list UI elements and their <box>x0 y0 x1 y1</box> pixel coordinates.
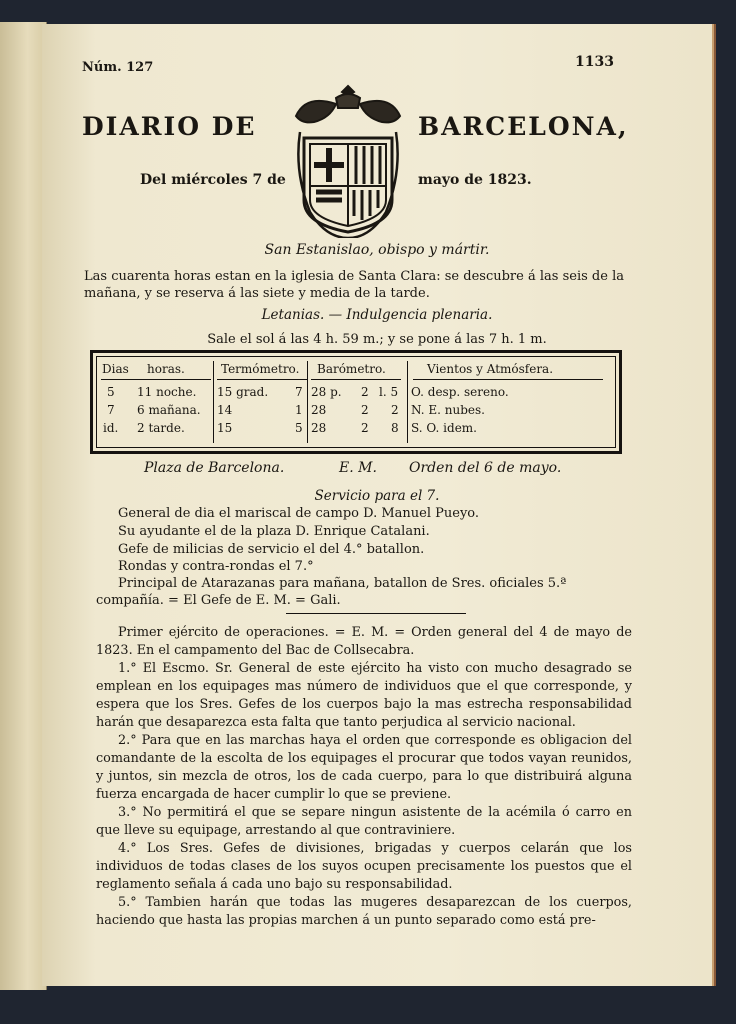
coat-of-arms-icon <box>286 76 410 238</box>
weather-cell-termo-frac: 1 <box>295 403 303 417</box>
weather-cell-hora: 11 noche. <box>137 385 197 399</box>
general-order-text <box>96 624 632 930</box>
servicio-line: Su ayudante el de la plaza D. Enrique Catalani. <box>118 524 430 539</box>
weather-cell-baro-points: 2 <box>391 403 399 417</box>
weather-cell-dia: id. <box>103 421 119 435</box>
weather-cell-dia: 7 <box>107 403 115 417</box>
weather-header-rule <box>413 379 603 380</box>
weather-header-rule <box>217 379 307 380</box>
plaza-em: E. M. <box>339 460 377 476</box>
saint-of-day: San Estanislao, obispo y mártir. <box>264 242 490 258</box>
order-paragraph: 4.° Los Sres. Gefes de divisiones, brigadas y cuerpos celarán que los individuos de todas clases de los suyos ocupen precisamente los puestos que el reglamento señala á cada uno bajo su responsabilidad. <box>96 841 632 892</box>
weather-header-dias: Dias <box>102 362 129 376</box>
masthead-title-right: BARCELONA, <box>418 112 629 141</box>
servicio-line: General de dia el mariscal de campo D. Manuel Pueyo. <box>118 506 480 521</box>
newspaper-page <box>42 24 712 986</box>
weather-cell-baro: 28 <box>311 403 327 417</box>
weather-header-rule <box>101 379 211 380</box>
weather-cell-viento: S. O. idem. <box>411 421 477 435</box>
weather-cell-hora: 2 tarde. <box>137 421 185 435</box>
weather-cell-baro: 28 <box>311 421 327 435</box>
order-paragraph: Primer ejército de operaciones. = E. M. = Orden general del 4 de mayo de 1823. En el campamento del Bac de Collsecabra. <box>96 625 632 658</box>
weather-table <box>90 350 622 454</box>
weather-cell-baro-lines: 2 <box>361 421 369 435</box>
cuarenta-horas-notice: Las cuarenta horas estan en la iglesia de Santa Clara: se descubre á las seis de la mañana, y se reserva á las siete y media de la tarde. <box>84 269 624 302</box>
weather-column-divider <box>213 361 214 443</box>
date-line-right: mayo de 1823. <box>418 172 532 188</box>
weather-header-barometro: Barómetro. <box>317 362 386 376</box>
sunrise-line: Sale el sol á las 4 h. 59 m.; y se pone á las 7 h. 1 m. <box>207 332 547 347</box>
servicio-title: Servicio para el 7. <box>314 488 440 504</box>
weather-cell-viento: O. desp. sereno. <box>411 385 509 399</box>
weather-column-divider <box>407 361 408 443</box>
weather-cell-baro: 28 p. <box>311 385 342 399</box>
weather-cell-termo: 15 grad. <box>217 385 269 399</box>
section-divider <box>286 613 466 614</box>
weather-cell-termo-frac: 7 <box>295 385 303 399</box>
weather-cell-baro-points: 8 <box>391 421 399 435</box>
servicio-line: Rondas y contra-rondas el 7.° <box>118 559 314 574</box>
weather-cell-baro-lines: 2 <box>361 385 369 399</box>
weather-column-divider <box>307 361 308 443</box>
weather-header-rule <box>311 379 401 380</box>
weather-cell-hora: 6 mañana. <box>137 403 201 417</box>
letanias-line: Letanias. — Indulgencia plenaria. <box>261 307 493 323</box>
servicio-line: Gefe de milicias de servicio el del 4.° batallon. <box>118 542 425 557</box>
plaza-heading: Plaza de Barcelona. <box>144 460 285 476</box>
page-number: 1133 <box>575 54 614 70</box>
plaza-orden: Orden del 6 de mayo. <box>409 460 562 476</box>
masthead-title-left: DIARIO DE <box>82 112 257 141</box>
weather-header-termometro: Termómetro. <box>221 362 300 376</box>
order-paragraph: 5.° Tambien harán que todas las mugeres desaparezcan de los cuerpos, haciendo que hasta las propias marchen á un punto separado como está pre- <box>96 895 632 928</box>
issue-number: Núm. 127 <box>82 60 154 75</box>
date-line-left: Del miércoles 7 de <box>140 172 286 188</box>
order-paragraph: 1.° El Escmo. Sr. General de este ejército ha visto con mucho desagrado se emplean en los equipages mas número de individuos que el que corresponde, y espera que los Sres. Gefes de los cuerpos bajo la mas estrecha responsabilidad harán que desaparezca esta falta que tanto perjudica al servicio nacional. <box>96 661 632 730</box>
order-paragraph: 3.° No permitirá el que se separe ningun asistente de la acémila ó carro en que lleve su equipage, arrestando al que contraviniere. <box>96 805 632 838</box>
weather-header-vientos: Vientos y Atmósfera. <box>427 362 554 376</box>
weather-cell-termo: 15 <box>217 421 233 435</box>
weather-cell-viento: N. E. nubes. <box>411 403 485 417</box>
weather-cell-baro-lines: 2 <box>361 403 369 417</box>
weather-cell-termo-frac: 5 <box>295 421 303 435</box>
order-paragraph: 2.° Para que en las marchas haya el orden que corresponde es obligacion del comandante de la escolta de los equipages el procurar que todos vayan reunidos, y juntos, sin mezcla de otros, los de cada cuerpo, para lo que distribuirá alguna fuerza encargada de hacer cumplir lo que se previene. <box>96 733 632 802</box>
left-page-edge <box>0 22 47 990</box>
weather-cell-dia: 5 <box>107 385 115 399</box>
weather-cell-termo: 14 <box>217 403 233 417</box>
weather-cell-baro-points: l. 5 <box>379 385 399 399</box>
servicio-line: compañía. = El Gefe de E. M. = Gali. <box>96 593 341 608</box>
servicio-line: Principal de Atarazanas para mañana, batallon de Sres. oficiales 5.ª <box>118 576 567 591</box>
weather-header-horas: horas. <box>147 362 185 376</box>
